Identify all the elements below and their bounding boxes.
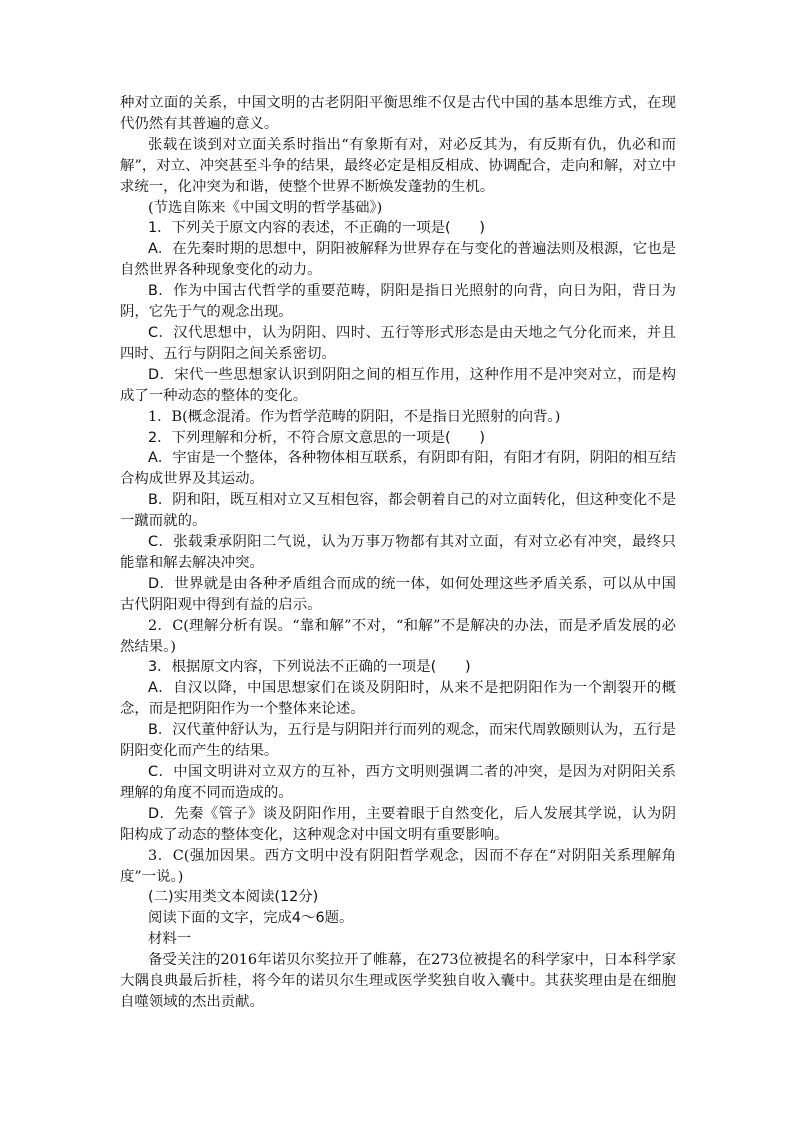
document-page xyxy=(120,93,676,1013)
answer-explanation: 1．B(概念混淆。作为哲学范畴的阴阳，不是指日光照射的向背。) xyxy=(148,408,561,425)
passage-paragraph: 种对立面的关系，中国文明的古老阴阳平衡思维不仅是古代中国的基本思维方式，在现代仍然有其普遍的意义。 xyxy=(120,95,676,132)
question-option: C．中国文明讲对立双方的互补，西方文明则强调二者的冲突，是因为对阴阳关系理解的角度不同而造成的。 xyxy=(120,764,676,801)
question-option: B．作为中国古代哲学的重要范畴，阴阳是指日光照射的向背，向日为阳，背日为阴，它先于气的观念出现。 xyxy=(120,283,676,321)
answer-explanation: 2．C(理解分析有误。“靠和解”不对，“和解”不是解决的办法，而是矛盾发展的必然结果。) xyxy=(120,617,676,655)
section-heading: (二)实用类文本阅读(12分) xyxy=(148,889,319,906)
question-option: C．张载秉承阴阳二气说，认为万事万物都有其对立面，有对立必有冲突，最终只能靠和解去解决冲突。 xyxy=(120,534,676,571)
question-option: C．汉代思想中，认为阴阳、四时、五行等形式形态是由天地之气分化而来，并且四时、五行与阴阳之间关系密切。 xyxy=(120,324,676,362)
question-option: A．在先秦时期的思想中，阴阳被解释为世界存在与变化的普遍法则及根源，它也是自然世界各种现象变化的动力。 xyxy=(120,241,676,279)
question-option: B．阴和阳，既互相对立又互相包容，都会朝着自己的对立面转化，但这种变化不是一蹴而就的。 xyxy=(120,492,676,530)
question-option: D．先秦《管子》谈及阴阳作用，主要着眼于自然变化，后人发展其学说，认为阴阳构成了动态的整体变化，这种观念对中国文明有重要影响。 xyxy=(120,805,676,843)
material-label: 材料一 xyxy=(148,931,192,948)
question-stem: 2．下列理解和分析，不符合原文意思的一项是( ) xyxy=(148,429,485,446)
question-option: A．宇宙是一个整体，各种物体相互联系，有阴即有阳，有阳才有阴，阴阳的相互结合构成世界及其运动。 xyxy=(120,450,676,488)
section-instruction: 阅读下面的文字，完成4～6题。 xyxy=(148,910,354,927)
material-text: 备受关注的2016年诺贝尔奖拉开了帷幕，在273位被提名的科学家中，日本科学家大隅良典最后折桂，将今年的诺贝尔生理或医学奖独自收入囊中。其获奖理由是在细胞自噬领域的杰出贡献。 xyxy=(120,952,676,1010)
question-option: B．汉代董仲舒认为，五行是与阴阳并行而列的观念，而宋代周敦颐则认为，五行是阴阳变化而产生的结果。 xyxy=(120,722,676,760)
passage-source: (节选自陈来《中国文明的哲学基础》) xyxy=(148,199,383,216)
passage-paragraph: 张载在谈到对立面关系时指出“有象斯有对，对必反其为，有反斯有仇，仇必和而解”，对立、冲突甚至斗争的结果，最终必定是相反相成、协调配合，走向和解，对立中求统一，化冲突为和谐，使整个世界不断焕发蓬勃的生机。 xyxy=(120,136,676,195)
question-option: D．世界就是由各种矛盾组合而成的统一体，如何处理这些矛盾关系，可以从中国古代阴阳观中得到有益的启示。 xyxy=(120,575,676,613)
question-option: D．宋代一些思想家认识到阴阳之间的相互作用，这种作用不是冲突对立，而是构成了一种动态的整体的变化。 xyxy=(120,366,676,404)
question-stem: 1．下列关于原文内容的表述，不正确的一项是( ) xyxy=(148,220,485,237)
answer-explanation: 3．C(强加因果。西方文明中没有阴阳哲学观念，因而不存在“对阴阳关系理解角度”一说。) xyxy=(120,847,676,885)
question-option: A．自汉以降，中国思想家们在谈及阴阳时，从来不是把阴阳作为一个割裂开的概念，而是把阴阳作为一个整体来论述。 xyxy=(120,680,676,718)
question-stem: 3．根据原文内容，下列说法不正确的一项是( ) xyxy=(148,659,471,676)
